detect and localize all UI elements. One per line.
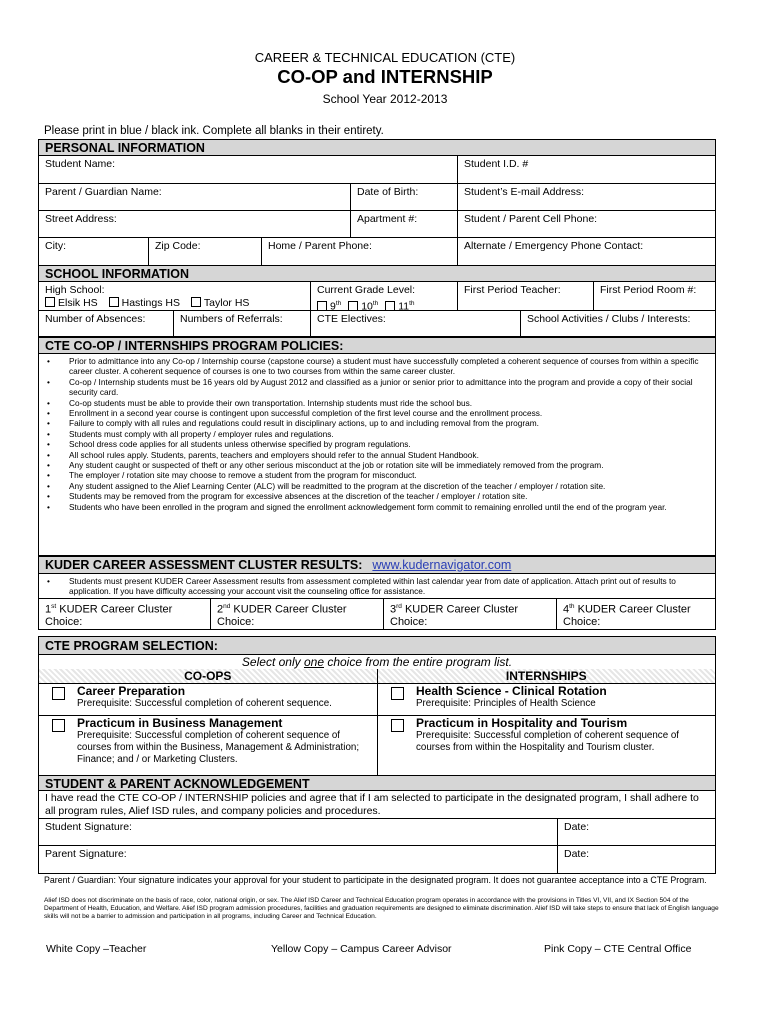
select-post: choice from the entire program list. [324, 655, 513, 669]
grade-level-label: Current Grade Level: [317, 284, 416, 296]
grade-9-label: 9 [330, 300, 336, 313]
coop-title: Practicum in Business Management [77, 716, 283, 730]
career-prep-checkbox[interactable] [52, 687, 65, 700]
coops-column [39, 684, 378, 776]
kuder-sup: nd [223, 602, 231, 610]
high-school-label: High School: [45, 284, 105, 296]
policies-section [38, 337, 716, 556]
hospitality-checkbox[interactable] [391, 719, 404, 732]
policy-item: • School dress code applies for all students unless otherwise specified by program regulations. [43, 439, 711, 449]
policy-item: • Co-op students must be able to provide their own transportation. Internship students must ride the school bus. [43, 398, 711, 408]
grade-9-sup: th [335, 300, 342, 307]
yellow-copy: Yellow Copy – Campus Career Advisor [271, 943, 452, 955]
business-mgmt-checkbox[interactable] [52, 719, 65, 732]
personal-heading: PERSONAL INFORMATION [39, 140, 715, 156]
grade-9-checkbox[interactable] [317, 301, 327, 311]
kuder-section [38, 556, 716, 630]
personal-information-section [38, 139, 716, 266]
policy-item: • Students must comply with all property / employer rules and regulations. [43, 429, 711, 439]
kuder-choice-label: Choice: [390, 616, 428, 629]
grade-11-label: 11 [398, 300, 410, 313]
internship-title: Practicum in Hospitality and Tourism [416, 716, 628, 730]
grade-11-checkbox[interactable] [385, 301, 395, 311]
program-section [38, 636, 716, 777]
taylor-label: Taylor HS [203, 297, 250, 309]
policy-item: • Students who have been enrolled in the program and signed the enrollment acknowledgement form commit to remaining enrolled until the end of the program year. [43, 502, 711, 512]
parent-name-field[interactable]: Parent / Guardian Name: [39, 184, 351, 210]
kuder-num: 2 [217, 603, 224, 616]
email-field[interactable]: Student’s E-mail Address: [464, 186, 585, 198]
white-copy: White Copy –Teacher [46, 943, 147, 955]
grade-11-sup: th [409, 300, 415, 307]
absences-field[interactable]: Number of Absences: [39, 311, 174, 336]
student-signature-field[interactable]: Student Signature: [39, 819, 558, 845]
policy-item: • Any student caught or suspected of theft or any other serious misconduct at the job or rotation site will be immediately removed from the program. [43, 460, 711, 470]
policy-item: • Co-op / Internship students must be 16 years old by August 2012 and classified as a junior or senior prior to admittance into the program and provide a copy of their social security card. [43, 377, 711, 398]
kuder-note: • Students must present KUDER Career Assessment results from assessment completed within last calendar year from date of application. Attach print out of results to application. If you have difficulty accessing your account visit the counseling office for assistance. [43, 576, 711, 597]
nondiscrimination-notice: Alief ISD does not discriminate on the basis of race, color, national origin, or sex. The Alief ISD Career and Technical Education program operates in accordance with the provisions in Titles VI, VII, and IX Section 504 of the Department of Health, Education, and Welfare. Alief ISD program admission procedures, facilities and graduation requirements are designed to eliminate discrimination. Alief ISD will take steps to ensure that lack of English language skills will not be a barrier to admission and participation in all programs, including Career and Technical Education. [44, 897, 719, 920]
kuder-choice-label: Choice: [45, 616, 83, 629]
home-phone-field[interactable]: Home / Parent Phone: [262, 238, 458, 265]
grade-10-sup: th [372, 300, 379, 307]
parent-signature-field[interactable]: Parent Signature: [39, 846, 558, 873]
alt-phone-field[interactable]: Alternate / Emergency Phone Contact: [464, 240, 644, 252]
kuder-num: 1 [45, 603, 52, 616]
kuder-choice-label: Choice: [217, 616, 255, 629]
policy-item: • Failure to comply with all rules and regulations could result in disciplinary actions, up to and including removal from the program. [43, 418, 711, 428]
header-line1: CAREER & TECHNICAL EDUCATION (CTE) [254, 50, 516, 65]
kuder-sup: th [569, 602, 575, 610]
select-pre: Select only [241, 655, 304, 669]
coop-title: Career Preparation [77, 684, 186, 698]
pink-copy: Pink Copy – CTE Central Office [544, 943, 692, 955]
grade-level-field [311, 282, 458, 313]
cell-phone-field[interactable]: Student / Parent Cell Phone: [464, 213, 598, 225]
street-field[interactable]: Street Address: [39, 211, 351, 237]
policy-item: • All school rules apply. Students, parents, teachers and employers should refer to the annual Student Handbook. [43, 450, 711, 460]
internship-title: Health Science - Clinical Rotation [416, 684, 607, 698]
city-field[interactable]: City: [39, 238, 149, 265]
hastings-checkbox[interactable] [109, 297, 119, 307]
kuder-sup: st [51, 602, 57, 610]
ack-heading: STUDENT & PARENT ACKNOWLEDGEMENT [39, 775, 715, 791]
policies-list [39, 354, 715, 555]
elsik-checkbox[interactable] [45, 297, 55, 307]
kuder-choice-1[interactable] [39, 599, 211, 629]
program-instruction [39, 655, 715, 669]
student-date-field[interactable]: Date: [564, 821, 590, 833]
kuder-choice-4[interactable] [557, 599, 715, 629]
referrals-field[interactable]: Numbers of Referrals: [174, 311, 311, 336]
activities-field[interactable]: School Activities / Clubs / Interests: [527, 313, 691, 325]
kuder-num: 4 [563, 603, 570, 616]
kuder-choice-3[interactable] [384, 599, 557, 629]
select-em: one [303, 655, 324, 669]
form-title: CO-OP and INTERNSHIP [277, 66, 493, 87]
kuder-label: KUDER Career Cluster [230, 603, 347, 616]
kuder-heading-text: KUDER CAREER ASSESSMENT CLUSTER RESULTS: [45, 558, 363, 572]
high-school-field [39, 282, 311, 310]
internships-heading: INTERNSHIPS [378, 669, 716, 683]
kuder-sup: rd [396, 602, 402, 610]
dob-field[interactable]: Date of Birth: [351, 184, 458, 210]
kuder-label: KUDER Career Cluster [56, 603, 173, 616]
coop-prereq: Prerequisite: Successful completion of coherent sequence of courses from within the Business, Management & Administration; Finance; and / or Marketing Clusters. [77, 730, 360, 765]
kuder-choice-label: Choice: [563, 616, 601, 629]
taylor-checkbox[interactable] [191, 297, 201, 307]
ack-section [38, 775, 716, 874]
hastings-label: Hastings HS [121, 297, 180, 309]
health-science-checkbox[interactable] [391, 687, 404, 700]
zip-field[interactable]: Zip Code: [149, 238, 262, 265]
parent-date-field[interactable]: Date: [564, 848, 590, 860]
coop-option[interactable] [39, 716, 377, 766]
kuder-label: KUDER Career Cluster [574, 603, 691, 616]
policy-item: • Any student assigned to the Alief Learning Center (ALC) will be readmitted to the program at the discretion of the teacher / employer / rotation site. [43, 481, 711, 491]
kuder-label: KUDER Career Cluster [401, 603, 519, 616]
coops-heading: CO-OPS [39, 669, 378, 683]
parent-note: Parent / Guardian: Your signature indicates your approval for your student to participate in the designated program. It does not guarantee acceptance into a CTE Program. [44, 875, 707, 885]
school-heading: SCHOOL INFORMATION [39, 266, 715, 282]
kuder-note-list [39, 574, 715, 599]
instructions: Please print in blue / black ink. Complete all blanks in their entirety. [44, 125, 384, 137]
ack-text: I have read the CTE CO-OP / INTERNSHIP policies and agree that if I am selected to participate in the designated program, I shall adhere to all program rules, Alief ISD rules, and company policies and procedures. [39, 791, 715, 819]
apartment-field[interactable]: Apartment #: [351, 211, 458, 237]
kuder-heading [39, 557, 715, 574]
student-name-field[interactable]: Student Name: [39, 156, 458, 183]
internship-prereq: Prerequisite: Principles of Health Science [416, 698, 596, 709]
policy-item: • Prior to admittance into any Co-op / Internship course (capstone course) a student must have successfully completed a coherent sequence of courses from within a specific career cluster. A coherent sequence of courses is one to two courses from within the same career cluster. [43, 356, 711, 377]
policy-item: • Enrollment in a second year course is contingent upon successful completion of the first level course and the enrollment process. [43, 408, 711, 418]
policy-item: • Students may be removed from the program for excessive absences at the discretion of the teacher / employer / rotation site. [43, 491, 711, 501]
first-teacher-field[interactable]: First Period Teacher: [458, 282, 594, 310]
policies-heading: CTE CO-OP / INTERNSHIPS PROGRAM POLICIES: [39, 338, 715, 354]
kuder-choice-2[interactable] [211, 599, 384, 629]
school-year: School Year 2012-2013 [322, 92, 448, 106]
electives-field[interactable]: CTE Electives: [311, 311, 521, 336]
program-heading: CTE PROGRAM SELECTION: [39, 637, 715, 655]
internships-column [378, 684, 715, 776]
coop-option[interactable] [39, 684, 377, 716]
grade-10-checkbox[interactable] [348, 301, 358, 311]
kuder-num: 3 [390, 603, 397, 616]
internship-option[interactable] [378, 716, 715, 754]
policy-item: • The employer / rotation site may choose to remove a student from the program for misconduct. [43, 470, 711, 480]
grade-10-label: 10 [361, 300, 373, 313]
first-room-field[interactable]: First Period Room #: [600, 284, 697, 296]
elsik-label: Elsik HS [58, 297, 98, 309]
internship-option[interactable] [378, 684, 715, 716]
kuder-link[interactable]: www.kudernavigator.com [372, 558, 512, 572]
school-information-section [38, 265, 716, 337]
internship-prereq: Prerequisite: Successful completion of coherent sequence of courses from within the Hospitality and Tourism cluster. [416, 730, 680, 753]
student-id-field[interactable]: Student I.D. # [464, 158, 529, 170]
coop-prereq: Prerequisite: Successful completion of coherent sequence. [77, 698, 332, 709]
